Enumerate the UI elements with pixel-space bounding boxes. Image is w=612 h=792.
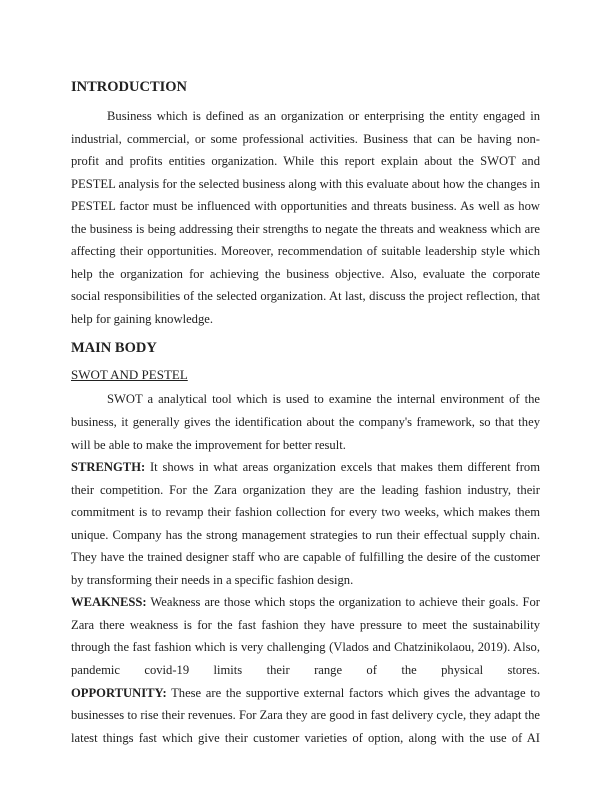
weakness-text: Weakness are those which stops the organization to achieve their goals. For Zara there weakness is for the fast fashion they have pressure to meet the sustainability through the fast fashion which is very challenging (Vlados and Chatzinikolaou, 2019). Also, pandemic covid-19 limits their range of the physical stores. bbox=[71, 595, 540, 678]
main-body-heading: MAIN BODY bbox=[71, 340, 157, 357]
strength-label: STRENGTH: bbox=[71, 460, 146, 475]
opportunity-paragraph bbox=[71, 682, 540, 750]
swot-paragraph: SWOT a analytical tool which is used to examine the internal environment of the business, it generally gives the identification about the company's framework, so that they will be able to make the improvement for better result. bbox=[71, 392, 540, 452]
opportunity-label: OPPORTUNITY: bbox=[71, 685, 167, 700]
intro-paragraph: Business which is defined as an organization or enterprising the entity engaged in industrial, commercial, or some professional activities. Business that can be having non-profit and profits entities organization. While this report explain about the SWOT and PESTEL analysis for the selected business along with this evaluate about how the changes in PESTEL factor must be influenced with opportunities and threats business. As well as how the business is being addressing their strengths to negate the threats and weakness which are affecting their opportunities. Moreover, recommendation of suitable leadership style which help the organization for achieving the business objective. Also, evaluate the corporate social responsibilities of the selected organization. At last, discuss the project reflection, that help for gaining knowledge. bbox=[71, 109, 540, 326]
strength-paragraph bbox=[71, 456, 540, 591]
intro-heading: INTRODUCTION bbox=[71, 79, 188, 95]
opportunity-text: These are the supportive external factors which gives the advantage to businesses to rise their revenues. For Zara they are good in fast delivery cycle, they adapt the latest things fast which give their customer varieties of option, along with the use of AI bbox=[71, 685, 540, 745]
strength-text: It shows in what areas organization excels that makes them different from their competition. For the Zara organization they are the leading fashion industry, their commitment is to revamp their fashion collection for every two weeks, which makes them unique. Company has the strong management strategies to run their effectual supply chain. They have the trained designer staff who are capable of fulfilling the desire of the customer by transforming their needs in a specific fashion design. bbox=[71, 460, 540, 587]
weakness-label: WEAKNESS: bbox=[71, 595, 147, 610]
weakness-paragraph bbox=[71, 591, 540, 681]
swot-pestel-subheading: SWOT AND PESTEL bbox=[71, 367, 188, 383]
